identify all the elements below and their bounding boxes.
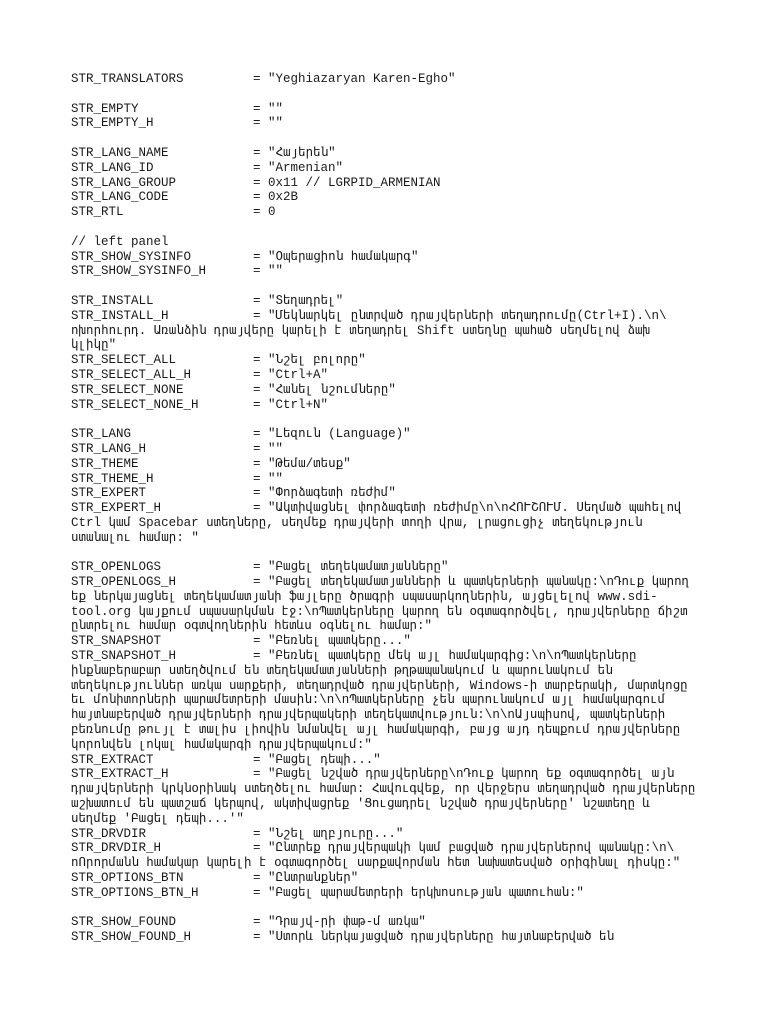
entry-key: STR_SELECT_ALL_H <box>71 367 192 382</box>
entry-key: STR_EXPERT <box>71 486 147 501</box>
string-entry <box>71 235 701 250</box>
entry-value: = "Օպերացիոն համակարգ" <box>253 249 419 264</box>
string-entry <box>71 309 701 324</box>
entry-value: = "Բացել պարամետրերի երկխոսության պատուհան:" <box>253 885 584 900</box>
entry-key: STR_SNAPSHOT_H <box>71 649 177 664</box>
entry-value: = "" <box>253 264 284 279</box>
entry-value: = "Նշել բոլորը" <box>253 353 366 368</box>
entry-value: = "" <box>253 471 284 486</box>
entry-key: STR_LANG_GROUP <box>71 175 177 190</box>
string-entry <box>71 72 701 87</box>
blank-line <box>71 220 701 235</box>
string-entry <box>71 442 701 457</box>
continuation-line: տեղեկություններ առկա սարքերի, տեղադրված դրայվերների, Windows-ի տարբերակի, մարտկոցը <box>71 678 688 693</box>
continuation-line: բեռնումը թույլ է տալիս լիովին նմանվել այլ համակարգի, բայց այդ դեպքում դրայվերները <box>71 723 681 738</box>
entry-key: STR_LANG_ID <box>71 160 154 175</box>
string-entry <box>71 560 701 575</box>
string-entry <box>71 353 701 368</box>
entry-value: = "Armenian" <box>253 160 344 175</box>
string-entry <box>71 457 701 472</box>
string-entry <box>71 205 701 220</box>
string-entry <box>71 753 701 768</box>
entry-key: STR_OPTIONS_BTN_H <box>71 885 199 900</box>
entry-key: STR_INSTALL_H <box>71 308 169 323</box>
string-entry <box>71 767 701 782</box>
blank-line <box>71 279 701 294</box>
continuation-line: սեղմեք 'Բացել դեպի...'" <box>71 811 244 826</box>
entry-key: STR_SHOW_SYSINFO_H <box>71 264 207 279</box>
continuation-line: ստանալու համար: " <box>71 530 199 545</box>
blank-line <box>71 87 701 102</box>
string-entry <box>71 250 701 265</box>
entry-key: STR_OPENLOGS_H <box>71 575 177 590</box>
entry-key: STR_EMPTY_H <box>71 116 154 131</box>
string-entry <box>71 472 701 487</box>
string-entry <box>71 102 701 117</box>
string-entry <box>71 486 701 501</box>
continuation-line: ոՈրորմանն համակար կարելի է օգտագործել սարքավորման հետ նախատեսված օրիգինալ դիսկը:" <box>71 856 681 871</box>
entry-key: STR_OPENLOGS <box>71 560 162 575</box>
string-entry <box>71 575 701 590</box>
continuation-line: եւ մոնիտորների պարամետրերի մասին:\n\nՊատկերները չեն պարունակում այլ համակարգում <box>71 693 666 708</box>
continuation-line: tool.org կայքում սպասարկման էջ:\nՊատկերները կարող են օգտագործվել, դրայվերները ճիշտ <box>71 604 688 619</box>
entry-key: STR_THEME <box>71 456 139 471</box>
entry-key: STR_TRANSLATORS <box>71 72 184 86</box>
string-entry <box>71 146 701 161</box>
entry-value: = "" <box>253 101 284 116</box>
continuation-line: աշխատում են պատշաճ կերպով, ակտիվացրեք 'Ցուցադրել նշված դրայվերները' նշատեղը և <box>71 797 651 812</box>
continuation-line: ոխորհուրդ. Առանձին դրայվերը կարելի է տեղադրել Shift ստեղնը պահած սեղմելով ձախ <box>71 323 651 338</box>
entry-key: STR_SHOW_FOUND_H <box>71 930 192 945</box>
entry-value: = "Հանել նշումները" <box>253 382 396 397</box>
blank-line <box>71 131 701 146</box>
continuation-line: կորոնվեն լոկալ համակարգի դրայվերպակում:" <box>71 737 372 752</box>
string-entry <box>71 649 701 664</box>
entry-value: = "Դրայվ-րի փաթ-մ առկա" <box>253 915 426 930</box>
entry-value: = "Բացել դեպի..." <box>253 752 381 767</box>
entry-value: = 0x2B <box>253 190 299 205</box>
continuation-line: կլիկը" <box>71 338 117 353</box>
entry-key: STR_DRVDIR <box>71 826 147 841</box>
entry-key: STR_SELECT_NONE_H <box>71 397 199 412</box>
string-entry <box>71 841 701 856</box>
entry-key: STR_EXTRACT <box>71 752 154 767</box>
string-entry <box>71 383 701 398</box>
continuation-line: եք ներկայացնել տեղեկամատյանի ֆայլերը ծրագրի սպասարկողներին, այցելելով www.sdi- <box>71 589 658 604</box>
entry-key: STR_THEME_H <box>71 471 154 486</box>
string-entry <box>71 264 701 279</box>
string-entry <box>71 930 701 945</box>
entry-value: = "Նշել աղբյուրը..." <box>253 826 404 841</box>
entry-value: = "" <box>253 441 284 456</box>
string-entry <box>71 634 701 649</box>
string-entry <box>71 116 701 131</box>
string-entry <box>71 427 701 442</box>
entry-key: STR_LANG_CODE <box>71 190 169 205</box>
entry-value: = "Բացել նշված դրայվերները\nԴուք կարող եք օգտագործել այն <box>253 767 675 782</box>
entry-value: = "Լեզուն (Language)" <box>253 427 411 442</box>
entry-value: = "Ctrl+A" <box>253 367 329 382</box>
entry-value: = "Ակտիվացնել փորձագետի ռեժիմը\n\nՀՈՒՇՈՒՄ. Սեղմած պահելով <box>253 501 682 516</box>
entry-value: = "Բեռնել պատկերը մեկ այլ համակարգից:\n\nՊատկերները <box>253 649 637 664</box>
continuation-line: ինքնաբերաբար ստեղծվում են տեղեկամատյանների թղթապանակում և պարունակում են <box>71 663 613 678</box>
entry-key: STR_LANG_H <box>71 441 147 456</box>
entry-key: STR_LANG <box>71 427 132 442</box>
string-entry <box>71 368 701 383</box>
entry-key: STR_EXTRACT_H <box>71 767 169 782</box>
entry-value: = "" <box>253 116 284 131</box>
string-entry <box>71 886 701 901</box>
string-entry <box>71 871 701 886</box>
blank-line <box>71 546 701 561</box>
continuation-line: դրայվերների կրկնօրինակ ստեղծելու համար: Հավուգվեք, որ վերջերս տեղադրված դրայվերները <box>71 782 696 797</box>
entry-value: = "Բեռնել պատկերը..." <box>253 634 411 649</box>
continuation-line: ընտրելու համար օգտվողներին հետևս օգնելու համար:" <box>71 619 433 634</box>
entry-value: = "Տեղադրել" <box>253 293 344 308</box>
entry-value: = "Ընտրանքներ" <box>253 871 359 886</box>
entry-value: = "Ctrl+N" <box>253 397 329 412</box>
entry-key: STR_SNAPSHOT <box>71 634 162 649</box>
entry-value: = "Բացել տեղեկամատյանների և պատկերների պանակը:\nԴուք կարող <box>253 575 690 590</box>
blank-line <box>71 412 701 427</box>
entry-value: = "Բացել տեղեկամատյանները" <box>253 560 449 575</box>
entry-value: = "Թեմա/տեսք" <box>253 456 351 471</box>
entry-key: STR_INSTALL <box>71 293 154 308</box>
continuation-line: հայտնաբերված դրայվերների դրայվերպակերի տեղեկատվություն:\n\nԱյսպիսով, պատկերների <box>71 708 666 723</box>
entry-value: = 0 <box>253 205 276 220</box>
string-entry <box>71 827 701 842</box>
entry-key: STR_LANG_NAME <box>71 145 169 160</box>
string-entry <box>71 294 701 309</box>
entry-key: STR_SHOW_SYSINFO <box>71 249 192 264</box>
entry-value: = "Փորձագետի ռեժիմ" <box>253 486 396 501</box>
entry-key: STR_EXPERT_H <box>71 501 162 516</box>
entry-value: = "Yeghiazaryan Karen-Egho" <box>253 72 456 86</box>
entry-value: = "Հայերեն" <box>253 145 336 160</box>
string-entry <box>71 501 701 516</box>
continuation-line: Ctrl կամ Spacebar ստեղները, սեղմեք դրայվերի տողի վրա, լրացուցիչ տեղեկություն <box>71 515 643 530</box>
entry-key: STR_SHOW_FOUND <box>71 915 177 930</box>
entry-value: = "Ստորև ներկայացված դրայվերները հայտնաբերված են <box>253 930 615 945</box>
string-entry <box>71 915 701 930</box>
blank-line <box>71 901 701 916</box>
entry-key: STR_EMPTY <box>71 101 139 116</box>
string-entry <box>71 190 701 205</box>
entry-key: // left panel <box>71 234 169 249</box>
entry-value: = 0x11 // LGRPID_ARMENIAN <box>253 175 441 190</box>
string-entry <box>71 161 701 176</box>
string-entry <box>71 398 701 413</box>
entry-key: STR_RTL <box>71 205 124 220</box>
entry-key: STR_DRVDIR_H <box>71 841 162 856</box>
entry-value: = "Ընտրեք դրայվերպակի կամ բացված դրայվերներով պանակը:\n\ <box>253 841 675 856</box>
entry-key: STR_SELECT_NONE <box>71 382 184 397</box>
source-listing <box>71 72 701 945</box>
string-entry <box>71 176 701 191</box>
entry-key: STR_OPTIONS_BTN <box>71 871 184 886</box>
entry-key: STR_SELECT_ALL <box>71 353 177 368</box>
entry-value: = "Մեկնարկել ընտրված դրայվերների տեղադրումը(Ctrl+I).\n\ <box>253 308 667 323</box>
